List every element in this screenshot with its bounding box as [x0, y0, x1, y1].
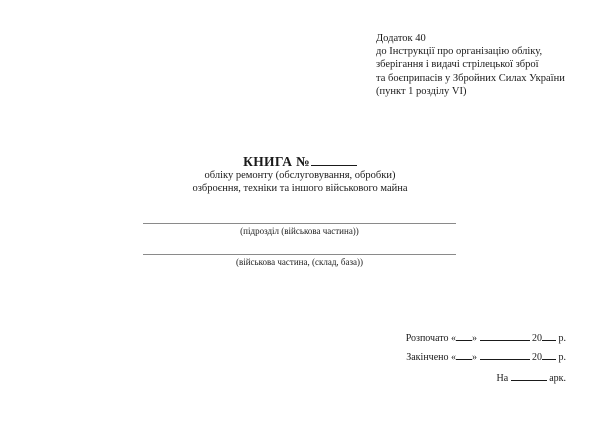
started-label: Розпочато « [405, 333, 456, 344]
book-subtitle-line: озброєння, техніки та іншого військового майна [192, 182, 408, 194]
book-number-blank[interactable] [311, 154, 357, 166]
base-caption: (військова частина, (склад, база)) [235, 257, 364, 267]
unit-caption: (підрозділ (військова частина)) [240, 226, 359, 236]
year-prefix: 20 [532, 352, 542, 363]
book-title-text: КНИГА № [243, 154, 310, 169]
book-subtitle-line: обліку ремонту (обслуговування, обробки) [204, 170, 396, 181]
finished-day-blank[interactable] [456, 351, 472, 360]
year-suffix: р. [558, 333, 566, 344]
annex-line: Додаток 40 [376, 33, 426, 44]
annex-note [376, 32, 591, 98]
year-suffix: р. [558, 352, 566, 363]
started-year-blank[interactable] [542, 332, 556, 341]
started-day-blank[interactable] [456, 332, 472, 341]
finished-label: Закінчено « [406, 352, 456, 363]
finished-date-row [360, 351, 566, 364]
base-fill-line[interactable] [143, 254, 456, 255]
year-prefix: 20 [532, 333, 542, 344]
book-title [150, 154, 450, 170]
started-date-row [360, 332, 566, 345]
finished-year-blank[interactable] [542, 351, 556, 360]
unit-fill-line[interactable] [143, 223, 456, 224]
annex-line: до Інструкції про організацію обліку, [376, 46, 543, 58]
started-month-blank[interactable] [480, 332, 530, 341]
annex-line: зберігання і видачі стрілецької зброї [376, 59, 539, 71]
sheets-row [360, 372, 566, 385]
sheets-prefix: На [496, 373, 509, 384]
quote-close: » [472, 333, 477, 344]
annex-line: (пункт 1 розділу VI) [376, 85, 467, 97]
quote-close: » [472, 352, 477, 363]
book-title-block [150, 154, 450, 196]
finished-month-blank[interactable] [480, 351, 530, 360]
annex-line: та боєприпасів у Збройних Силах України [376, 72, 565, 84]
sheets-suffix: арк. [549, 373, 566, 384]
sheets-count-blank[interactable] [511, 372, 547, 381]
